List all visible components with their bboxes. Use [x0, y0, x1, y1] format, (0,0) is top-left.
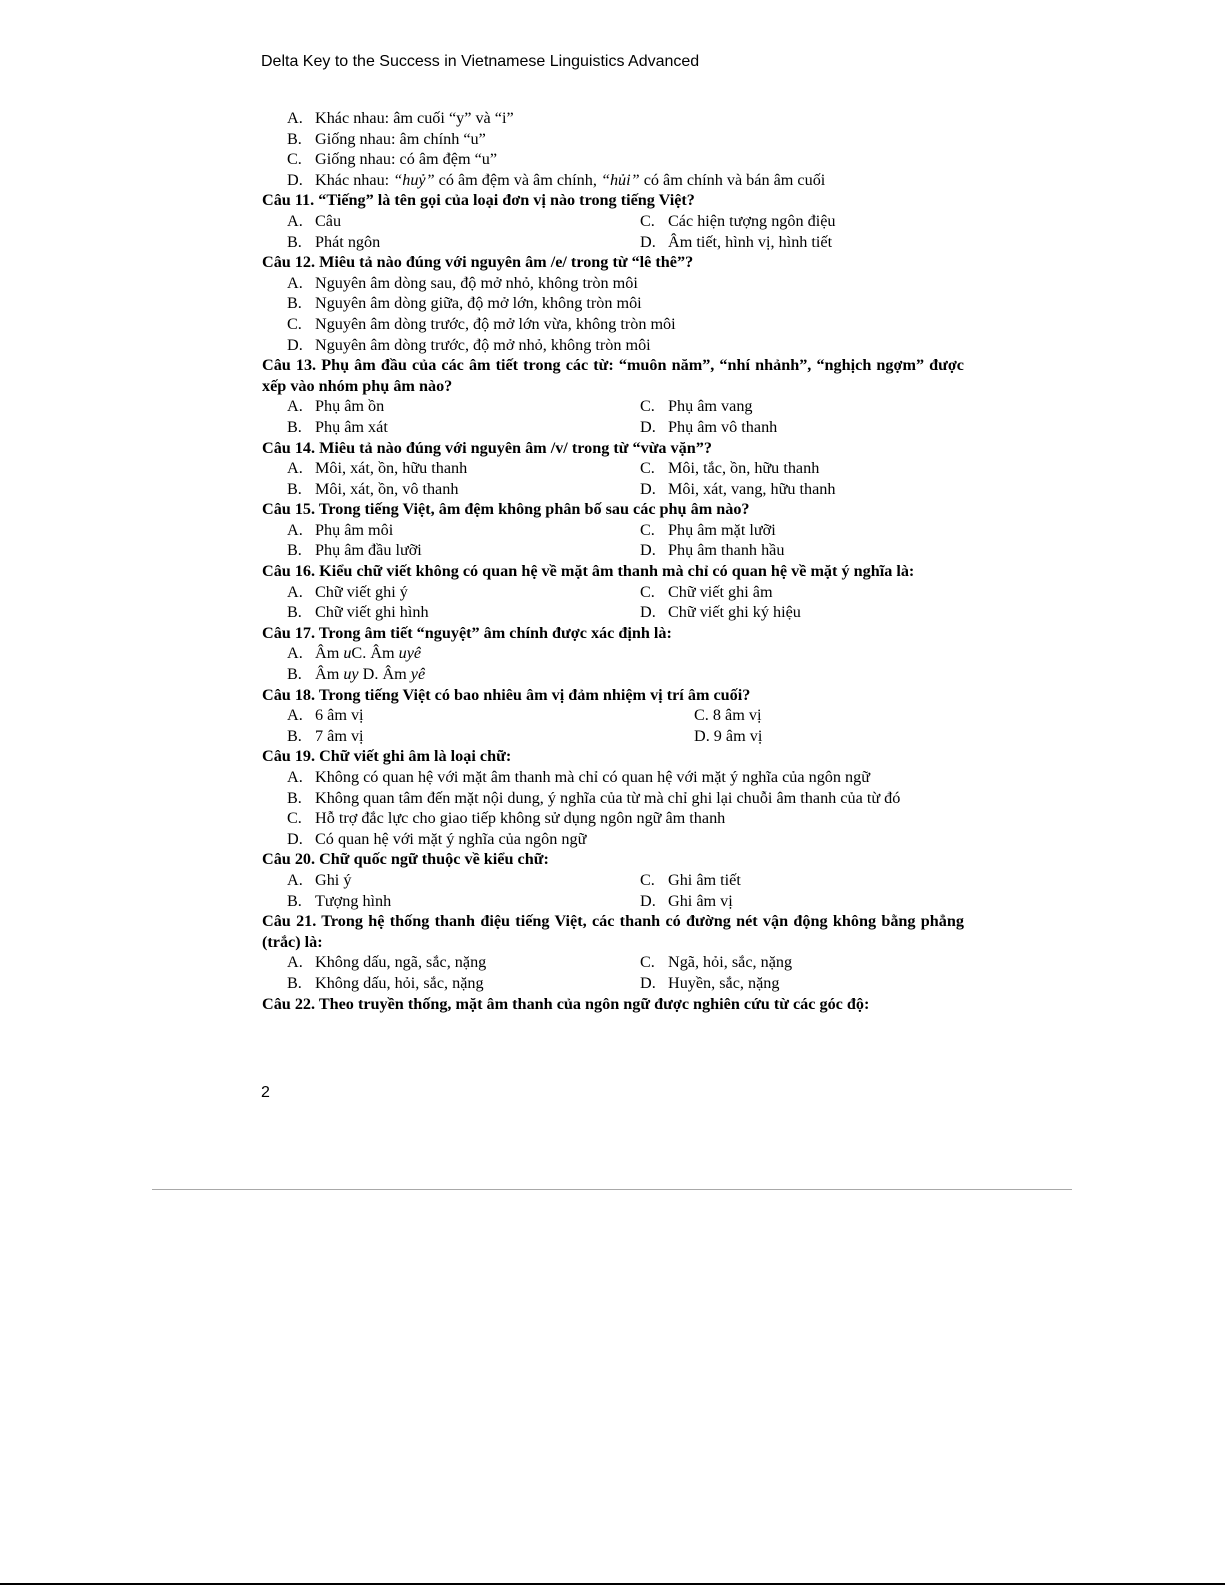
q17-option-a: A. Âm uC. Âm uyê: [287, 644, 422, 663]
question-19: Câu 19. Chữ viết ghi âm là loại chữ:: [262, 747, 512, 766]
question-15: Câu 15. Trong tiếng Việt, âm đệm không phân bố sau các phụ âm nào?: [262, 500, 750, 519]
q10-option-a: A. Khác nhau: âm cuối “y” và “i”: [287, 109, 514, 127]
q17-option-b: B. Âm uy D. Âm yê: [287, 665, 426, 684]
question-12: Câu 12. Miêu tả nào đúng với nguyên âm /e/ trong từ “lê thê”?: [262, 253, 694, 272]
q10-option-c: C. Giống nhau: có âm đệm “u”: [287, 150, 498, 169]
q13-options-row-2: B. Phụ âm xát D. Phụ âm vô thanh: [287, 417, 778, 436]
page-divider: [152, 1189, 1072, 1190]
question-17: Câu 17. Trong âm tiết “nguyệt” âm chính được xác định là:: [262, 623, 672, 642]
q11-options-row-2: B. Phát ngôn D. Âm tiết, hình vị, hình tiết: [287, 232, 833, 251]
q13-options-row-1: A. Phụ âm ồn C. Phụ âm vang: [287, 397, 753, 416]
q12-option-d: D. Nguyên âm dòng trước, độ mở nhỏ, không tròn môi: [287, 335, 651, 354]
page-header: Delta Key to the Success in Vietnamese Linguistics Advanced: [261, 53, 700, 70]
question-22: Câu 22. Theo truyền thống, mặt âm thanh của ngôn ngữ được nghiên cứu từ các góc độ:: [262, 994, 870, 1013]
question-16: Câu 16. Kiểu chữ viết không có quan hệ về mặt âm thanh mà chỉ có quan hệ về mặt ý nghĩa là:: [262, 562, 915, 581]
q15-options-row-2: B. Phụ âm đầu lưỡi D. Phụ âm thanh hầu: [287, 541, 785, 560]
question-20: Câu 20. Chữ quốc ngữ thuộc về kiểu chữ:: [262, 850, 549, 869]
question-list: [262, 108, 964, 1014]
q12-option-b: B. Nguyên âm dòng giữa, độ mở lớn, không tròn môi: [287, 294, 642, 313]
q11-options-row-1: A. Câu C. Các hiện tượng ngôn điệu: [287, 211, 836, 230]
q12-option-c: C. Nguyên âm dòng trước, độ mở lớn vừa, không tròn môi: [287, 314, 676, 333]
q19-option-b: B. Không quan tâm đến mặt nội dung, ý nghĩa của từ mà chỉ ghi lại chuỗi âm thanh của từ đó: [287, 788, 901, 807]
q19-option-d: D. Có quan hệ với mặt ý nghĩa của ngôn ngữ: [287, 829, 587, 848]
q14-options-row-1: A. Môi, xát, ồn, hữu thanh C. Môi, tắc, ồn, hữu thanh: [287, 459, 820, 478]
q12-option-a: A. Nguyên âm dòng sau, độ mở nhỏ, không tròn môi: [287, 273, 638, 292]
q10-option-b: B. Giống nhau: âm chính “u”: [287, 129, 486, 148]
q10-option-d: D. Khác nhau: “huỷ” có âm đệm và âm chính, “hủi” có âm chính và bán âm cuối: [287, 170, 826, 189]
q14-options-row-2: B. Môi, xát, ồn, vô thanh D. Môi, xát, vang, hữu thanh: [287, 479, 836, 498]
q19-option-a: A. Không có quan hệ với mặt âm thanh mà chỉ có quan hệ với mặt ý nghĩa của ngôn ngữ: [287, 768, 870, 786]
question-21: Câu 21. Trong hệ thống thanh điệu tiếng Việt, các thanh có đường nét vận động không bằng phẳng (trắc) là:: [262, 912, 964, 951]
question-14: Câu 14. Miêu tả nào đúng với nguyên âm /v/ trong từ “vừa vặn”?: [262, 438, 712, 457]
q21-options-row-2: B. Không dấu, hỏi, sắc, nặng D. Huyền, sắc, nặng: [287, 973, 780, 992]
q18-options-row-2: B. 7 âm vị D. 9 âm vị: [287, 726, 763, 745]
q16-options-row-2: B. Chữ viết ghi hình D. Chữ viết ghi ký hiệu: [287, 603, 801, 622]
question-13: Câu 13. Phụ âm đầu của các âm tiết trong các từ: “muôn năm”, “nhí nhảnh”, “nghịch ngợm” được xếp vào nhóm phụ âm nào?: [262, 356, 964, 395]
q21-options-row-1: A. Không dấu, ngã, sắc, nặng C. Ngã, hỏi, sắc, nặng: [287, 953, 793, 972]
page-number: 2: [261, 1084, 270, 1101]
q20-options-row-1: A. Ghi ý C. Ghi âm tiết: [287, 870, 741, 889]
question-18: Câu 18. Trong tiếng Việt có bao nhiêu âm vị đảm nhiệm vị trí âm cuối?: [262, 685, 751, 704]
q20-options-row-2: B. Tượng hình D. Ghi âm vị: [287, 891, 733, 910]
question-11: Câu 11. “Tiếng” là tên gọi của loại đơn vị nào trong tiếng Việt?: [262, 191, 695, 210]
q15-options-row-1: A. Phụ âm môi C. Phụ âm mặt lưỡi: [287, 520, 776, 539]
q16-options-row-1: A. Chữ viết ghi ý C. Chữ viết ghi âm: [287, 582, 773, 601]
q19-option-c: C. Hỗ trợ đắc lực cho giao tiếp không sử dụng ngôn ngữ âm thanh: [287, 809, 726, 828]
q18-options-row-1: A. 6 âm vị C. 8 âm vị: [287, 706, 762, 725]
